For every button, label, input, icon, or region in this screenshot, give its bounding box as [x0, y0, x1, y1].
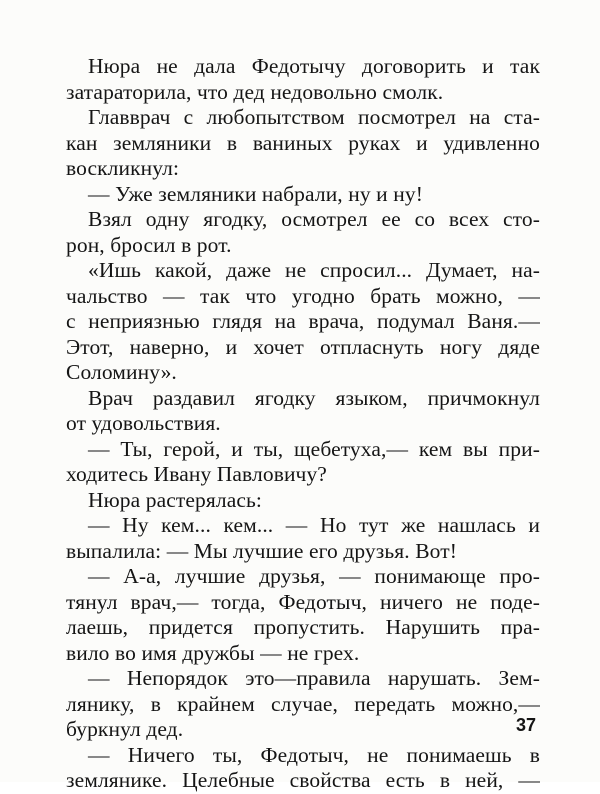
body-text: [66, 54, 540, 794]
text-line: ходитесь Ивану Павловичу?: [66, 462, 327, 486]
text-line: выпалила: — Мы лучшие его друзья. Вот!: [66, 538, 457, 563]
text-line: — Ты, герой, и ты, щебетуха,— кем вы при-: [88, 436, 540, 461]
text-line: тянул врач,— тогда, Федотыч, ничего не поде-: [66, 589, 540, 614]
text-line: Соломину».: [66, 360, 177, 384]
text-line: воскликнул:: [66, 156, 180, 180]
text-line: Главврач с любопытством посмотрел на ста-: [88, 105, 540, 129]
text-line: лаешь, придется пропустить. Нарушить пра-: [66, 615, 540, 639]
text-line: «Ишь какой, даже не спросил... Думает, на-: [88, 258, 540, 282]
text-line: Взял одну ягодку, осмотрел ее со всех сто-: [88, 207, 540, 231]
page-number: 37: [515, 715, 536, 735]
text-line: Врач раздавил ягодку языком, причмокнул: [88, 385, 540, 410]
text-line: чальство — так что угодно брать можно, —: [66, 283, 540, 308]
text-line: кан земляники в ваниных руках и удивленно: [66, 130, 540, 155]
text-line: — Непорядок это—правила нарушать. Зем-: [88, 666, 540, 690]
text-line: вило во имя дружбы — не грех.: [66, 640, 360, 665]
text-line: с неприязнью глядя на врача, подумал Ваня.—: [66, 309, 540, 333]
text-line: Нюра растерялась:: [88, 487, 262, 512]
text-line: лянику, в крайнем случае, передать можно,—: [66, 691, 540, 716]
text-line: рон, бросил в рот.: [66, 232, 232, 257]
text-line: Этот, наверно, и хочет отпласнуть ногу дяде: [66, 334, 540, 359]
text-line: затараторила, что дед недовольно смолк.: [66, 79, 444, 104]
text-line: — Ну кем... кем... — Но тут же нашлась и: [88, 513, 540, 537]
text-line: Нюра не дала Федотычу договорить и так: [88, 54, 540, 78]
text-line: — А-а, лучшие друзья, — понимающе про-: [88, 564, 540, 588]
text-line: от удовольствия.: [66, 411, 221, 435]
text-line: — Ничего ты, Федотыч, не понимаешь в: [88, 742, 540, 767]
text-line: буркнул дед.: [66, 717, 184, 741]
text-line: землянике. Целебные свойства есть в ней, —: [66, 768, 540, 792]
text-line: — Уже земляники набрали, ну и ну!: [88, 181, 423, 206]
